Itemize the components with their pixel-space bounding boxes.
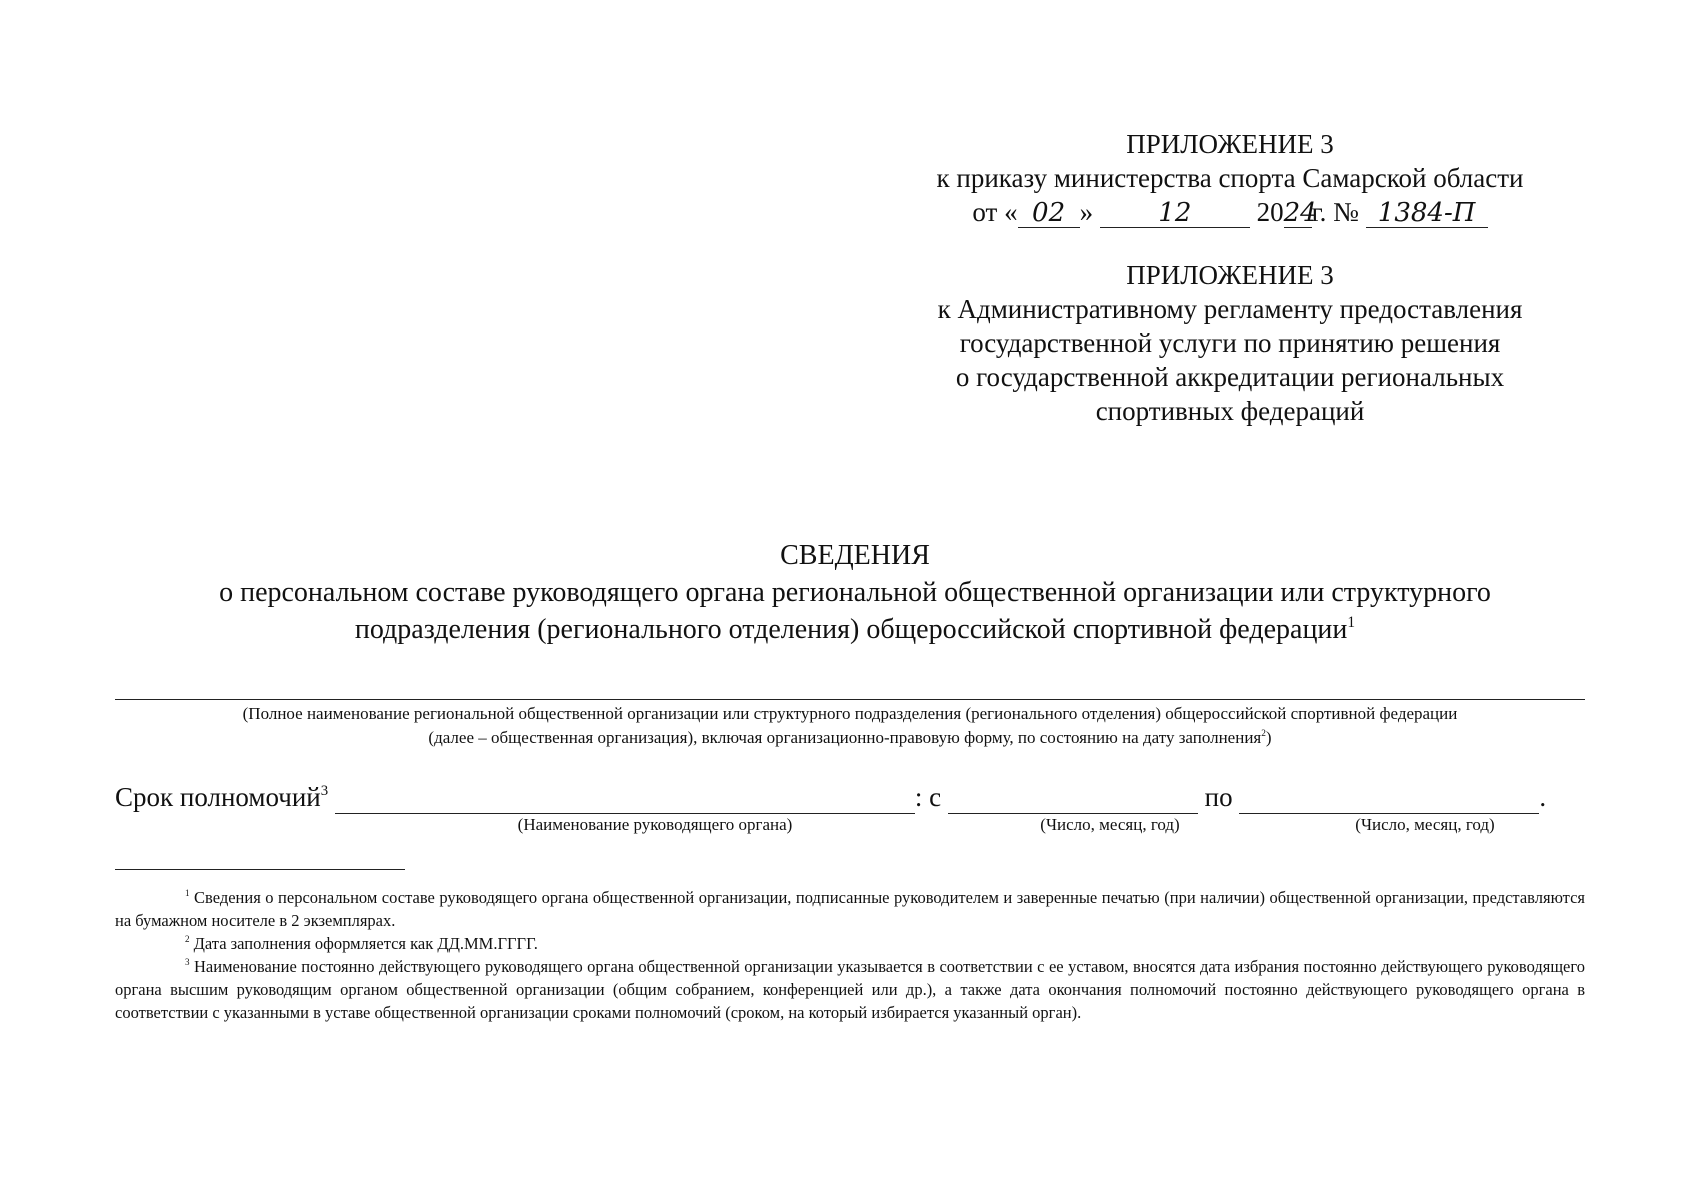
- document-title: [150, 537, 1560, 648]
- term-end: .: [1539, 782, 1547, 812]
- regulation-appendix-line: государственной услуги по принятию решения: [959, 328, 1501, 358]
- footnote-ref: 1: [185, 888, 190, 899]
- footnotes: [115, 886, 1585, 1024]
- order-date-month: 12: [1100, 199, 1250, 228]
- caption-line: (Полное наименование региональной общественной организации или структурного подразделения (регионального отделения) общероссийской спортивной федерации: [242, 704, 1458, 723]
- term-label: Срок полномочий: [115, 782, 321, 812]
- date-year-prefix: 20: [1256, 197, 1284, 227]
- title-heading: СВЕДЕНИЯ: [780, 540, 930, 571]
- date-from-caption: (Число, месяц, год): [1040, 815, 1180, 834]
- full-name-caption: [115, 702, 1585, 750]
- footnote-ref: 3: [185, 957, 190, 968]
- order-date-day: 02: [1018, 199, 1080, 228]
- order-appendix-line: к приказу министерства спорта Самарской области: [936, 163, 1524, 193]
- regulation-appendix-line: спортивных федераций: [1095, 396, 1365, 426]
- caption-line-text: (далее – общественная организация), включая организационно-правовую форму, по состоянию на дату заполнения: [428, 728, 1262, 747]
- regulation-appendix-heading: ПРИЛОЖЕНИЕ 3: [1126, 260, 1334, 290]
- footnote: [115, 955, 1585, 1024]
- footnote-text: Дата заполнения оформляется как ДД.ММ.ГГГГ.: [189, 934, 538, 953]
- footnote-ref: 2: [185, 934, 190, 945]
- footnote-ref: 3: [320, 783, 329, 800]
- title-line: о персональном составе руководящего органа региональной общественной организации или структурного: [219, 577, 1491, 608]
- title-line: [150, 611, 1560, 648]
- date-to-field[interactable]: [1239, 787, 1539, 814]
- footnote-text: Сведения о персональном составе руководящего органа общественной организации, подписанные руководителем и заверенные печатью (при наличии) общественной организации, представляются на бумажном носителе в 2 экземплярах.: [115, 888, 1585, 930]
- order-appendix: [900, 127, 1560, 229]
- footnote-ref: 2: [1261, 728, 1266, 739]
- footnote-ref: 1: [1347, 613, 1356, 631]
- footnote: [115, 932, 1585, 955]
- date-to-caption: (Число, месяц, год): [1355, 815, 1495, 834]
- date-mid: »: [1079, 197, 1094, 227]
- order-number: 1384-П: [1366, 199, 1488, 228]
- term-row: [115, 780, 1546, 814]
- term-from: : с: [914, 782, 942, 812]
- regulation-appendix: [900, 258, 1560, 428]
- date-prefix: от «: [972, 197, 1018, 227]
- order-date-year: 24: [1283, 198, 1317, 228]
- full-name-field-line[interactable]: [115, 699, 1585, 700]
- footnote-separator: [115, 869, 405, 870]
- governing-body-caption: (Наименование руководящего органа): [517, 815, 793, 834]
- caption-line-end: ): [1265, 728, 1272, 747]
- term-to: по: [1204, 782, 1233, 812]
- title-line-text: подразделения (регионального отделения) общероссийской спортивной федерации: [354, 614, 1348, 645]
- caption-line: [115, 726, 1585, 750]
- footnote: [115, 886, 1585, 932]
- governing-body-field[interactable]: [335, 787, 915, 814]
- date-year-tail: г. №: [1311, 197, 1359, 227]
- order-date-line: [900, 195, 1560, 229]
- regulation-appendix-line: к Административному регламенту предоставления: [937, 294, 1523, 324]
- order-appendix-heading: ПРИЛОЖЕНИЕ 3: [1126, 129, 1334, 159]
- regulation-appendix-line: о государственной аккредитации региональных: [955, 362, 1505, 392]
- footnote-text: Наименование постоянно действующего руководящего органа общественной организации указывается в соответствии с ее уставом, вносятся дата избрания постоянно действующего руководящего органа высшим руководящим органом общественной организации (общим собранием, конференцией или др.), а также дата окончания полномочий постоянно действующего руководящего органа в соответствии с указанными в уставе общественной организации сроками полномочий (сроком, на который избирается указанный орган).: [115, 957, 1585, 1022]
- date-from-field[interactable]: [948, 787, 1198, 814]
